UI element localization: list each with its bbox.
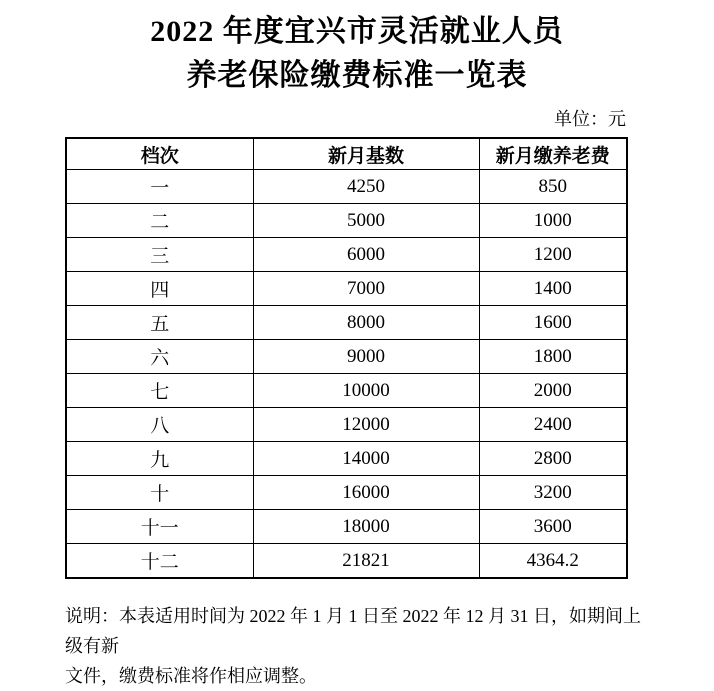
table-row	[66, 374, 627, 408]
title-line-1: 2022 年度宜兴市灵活就业人员	[150, 15, 564, 48]
monthly-fee-cell: 2800	[479, 442, 627, 476]
monthly-fee-cell: 1400	[479, 272, 627, 306]
note-line-2: 文件，缴费标准将作相应调整。	[65, 666, 317, 686]
monthly-base-cell: 12000	[253, 408, 479, 442]
level-cell: 四	[66, 272, 253, 306]
level-cell: 三	[66, 238, 253, 272]
monthly-base-cell: 14000	[253, 442, 479, 476]
level-cell: 一	[66, 170, 253, 204]
monthly-fee-cell: 1000	[479, 204, 627, 238]
table-row	[66, 170, 627, 204]
level-cell: 十二	[66, 544, 253, 579]
monthly-fee-cell: 2400	[479, 408, 627, 442]
monthly-base-cell: 18000	[253, 510, 479, 544]
monthly-fee-cell: 1800	[479, 340, 627, 374]
header-monthly-base: 新月基数	[253, 138, 479, 170]
level-cell: 十	[66, 476, 253, 510]
monthly-base-cell: 10000	[253, 374, 479, 408]
level-cell: 五	[66, 306, 253, 340]
monthly-base-cell: 7000	[253, 272, 479, 306]
monthly-base-cell: 6000	[253, 238, 479, 272]
level-cell: 九	[66, 442, 253, 476]
title-line-2: 养老保险缴费标准一览表	[186, 59, 528, 92]
monthly-fee-cell: 3600	[479, 510, 627, 544]
table-row	[66, 476, 627, 510]
table-row	[66, 306, 627, 340]
table-row	[66, 272, 627, 306]
fee-table-body	[66, 170, 627, 579]
level-cell: 二	[66, 204, 253, 238]
monthly-fee-cell: 3200	[479, 476, 627, 510]
monthly-base-cell: 16000	[253, 476, 479, 510]
table-row	[66, 204, 627, 238]
monthly-base-cell: 4250	[253, 170, 479, 204]
level-cell: 八	[66, 408, 253, 442]
level-cell: 六	[66, 340, 253, 374]
table-row	[66, 442, 627, 476]
monthly-fee-cell: 2000	[479, 374, 627, 408]
table-row	[66, 340, 627, 374]
header-level: 档次	[66, 138, 253, 170]
table-row	[66, 510, 627, 544]
monthly-base-cell: 21821	[253, 544, 479, 579]
level-cell: 十一	[66, 510, 253, 544]
level-cell: 七	[66, 374, 253, 408]
page-title	[0, 0, 714, 98]
note-line-1: 说明：本表适用时间为 2022 年 1 月 1 日至 2022 年 12 月 31 日，如期间上级有新	[65, 606, 641, 656]
monthly-fee-cell: 1600	[479, 306, 627, 340]
monthly-fee-cell: 1200	[479, 238, 627, 272]
monthly-fee-cell: 4364.2	[479, 544, 627, 579]
monthly-base-cell: 5000	[253, 204, 479, 238]
fee-table	[65, 137, 628, 579]
table-row	[66, 408, 627, 442]
header-monthly-pension-fee: 新月缴养老费	[479, 138, 627, 170]
monthly-base-cell: 9000	[253, 340, 479, 374]
table-row	[66, 238, 627, 272]
note	[65, 601, 656, 691]
unit-label: 单位：元	[554, 109, 626, 129]
monthly-fee-cell: 850	[479, 170, 627, 204]
table-row	[66, 544, 627, 579]
monthly-base-cell: 8000	[253, 306, 479, 340]
table-header-row	[66, 138, 627, 170]
